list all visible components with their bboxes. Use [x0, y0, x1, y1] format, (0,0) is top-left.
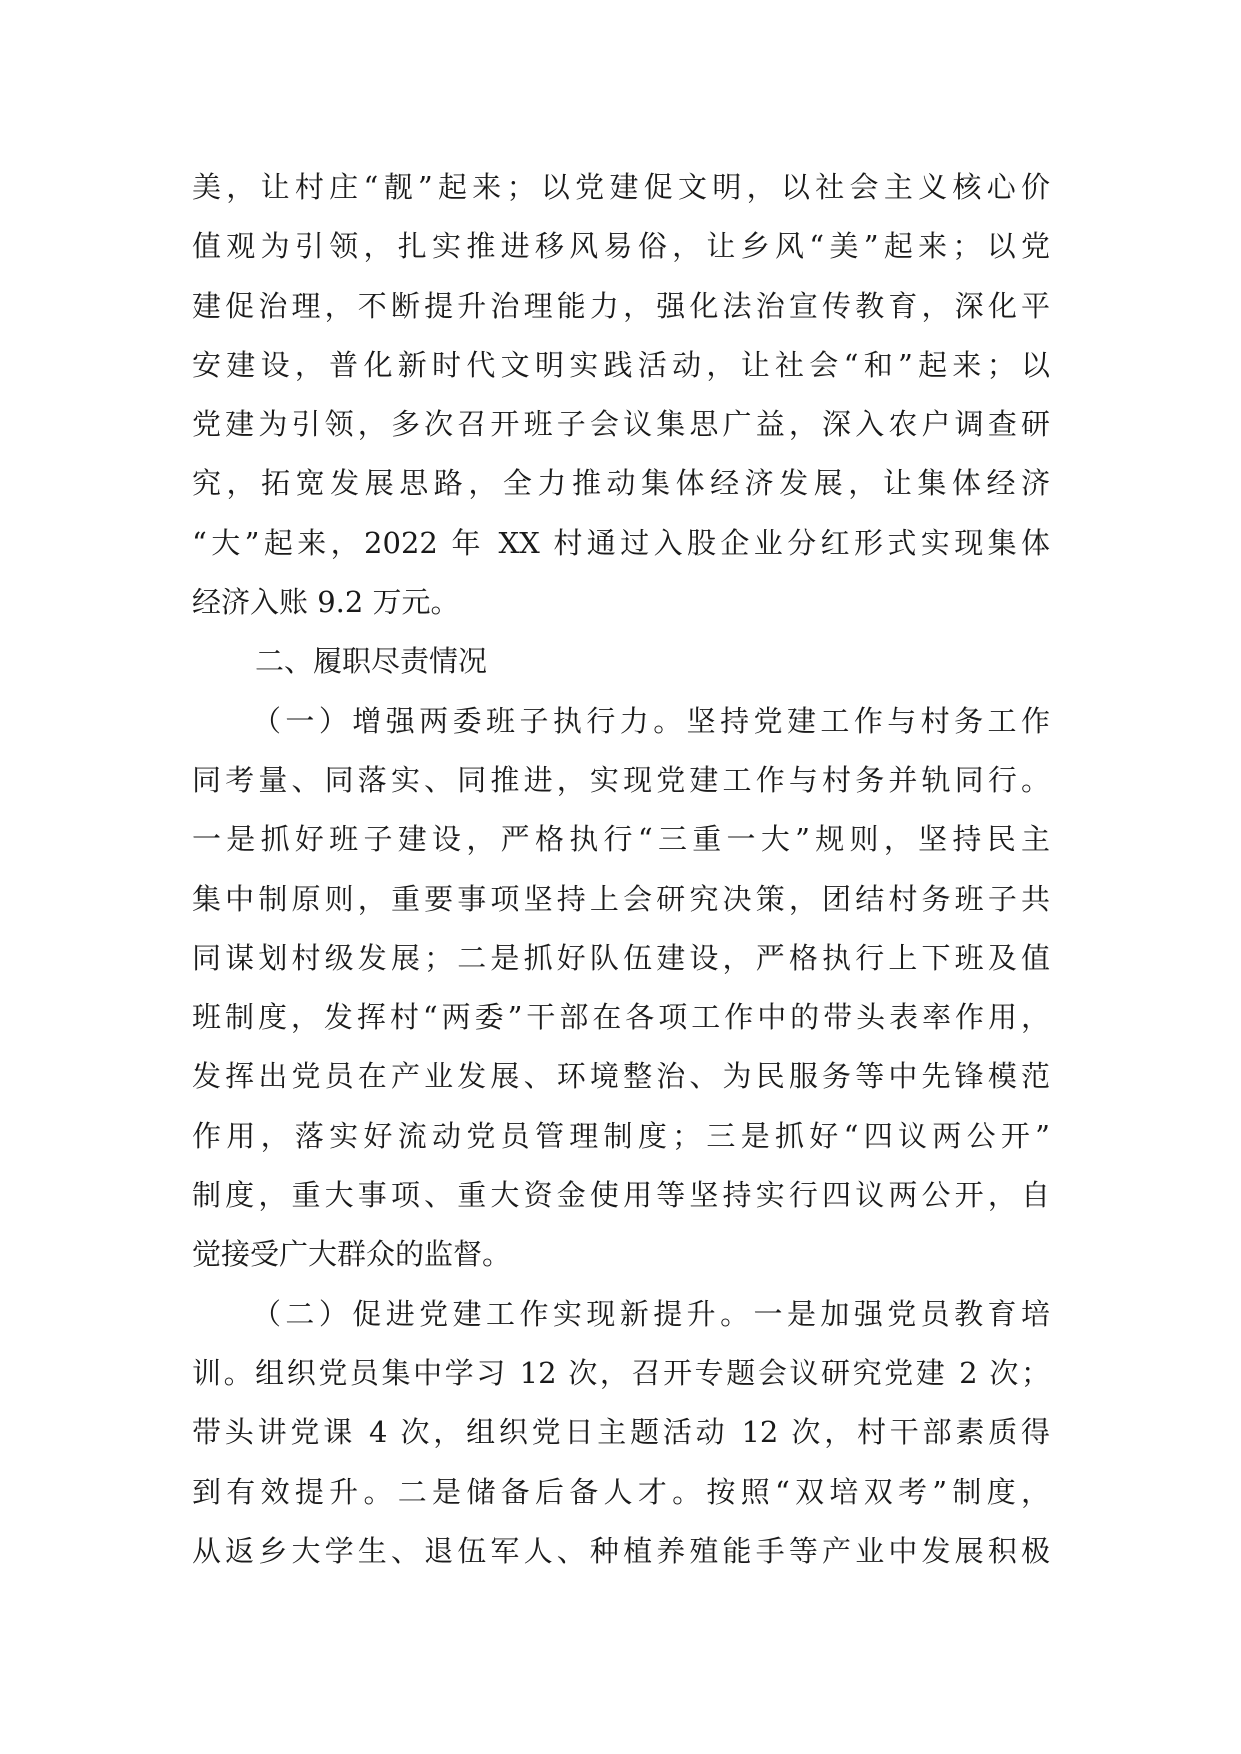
paragraph-line: 作用，落实好流动党员管理制度；三是抓好“四议两公开”	[192, 1118, 1050, 1153]
paragraph-line: 制度，重大事项、重大资金使用等坚持实行四议两公开，自	[192, 1178, 1050, 1213]
paragraph-line: 经济入账 9.2 万元。	[192, 585, 460, 620]
paragraph-line: 觉接受广大群众的监督。	[192, 1237, 512, 1272]
paragraph-line: 安建设，普化新时代文明实践活动，让社会“和”起来；以	[192, 347, 1050, 382]
paragraph-line: 建促治理，不断提升治理能力，强化法治宣传教育，深化平	[192, 288, 1050, 323]
subsection-heading-line: （一）增强两委班子执行力。坚持党建工作与村务工作	[252, 703, 1050, 738]
paragraph-line: 从返乡大学生、退伍军人、种植养殖能手等产业中发展积极	[192, 1533, 1050, 1568]
paragraph-line: 究，拓宽发展思路，全力推动集体经济发展，让集体经济	[192, 466, 1050, 501]
paragraph-line: 同考量、同落实、同推进，实现党建工作与村务并轨同行。	[192, 762, 1050, 797]
paragraph-line: 集中制原则，重要事项坚持上会研究决策，团结村务班子共	[192, 881, 1050, 916]
paragraph-line: 带头讲党课 4 次，组织党日主题活动 12 次，村干部素质得	[192, 1415, 1050, 1450]
paragraph-line: 一是抓好班子建设，严格执行“三重一大”规则，坚持民主	[192, 822, 1050, 857]
paragraph-line: “大”起来，2022 年 XX 村通过入股企业分红形式实现集体	[192, 525, 1050, 560]
paragraph-line: 训。组织党员集中学习 12 次，召开专题会议研究党建 2 次；	[192, 1355, 1050, 1390]
paragraph-line: 党建为引领，多次召开班子会议集思广益，深入农户调查研	[192, 407, 1050, 442]
subsection-heading-line: （二）促进党建工作实现新提升。一是加强党员教育培	[252, 1296, 1050, 1331]
paragraph-line: 到有效提升。二是储备后备人才。按照“双培双考”制度，	[192, 1474, 1050, 1509]
paragraph-line: 发挥出党员在产业发展、环境整治、为民服务等中先锋模范	[192, 1059, 1050, 1094]
paragraph-line: 班制度，发挥村“两委”干部在各项工作中的带头表率作用，	[192, 1000, 1050, 1035]
paragraph-line: 同谋划村级发展；二是抓好队伍建设，严格执行上下班及值	[192, 940, 1050, 975]
document-body	[192, 158, 1050, 1581]
paragraph-line: 美，让村庄“靓”起来；以党建促文明，以社会主义核心价	[192, 170, 1050, 204]
paragraph-line: 值观为引领，扎实推进移风易俗，让乡风“美”起来；以党	[192, 229, 1050, 264]
section-heading: 二、履职尽责情况	[255, 644, 488, 679]
